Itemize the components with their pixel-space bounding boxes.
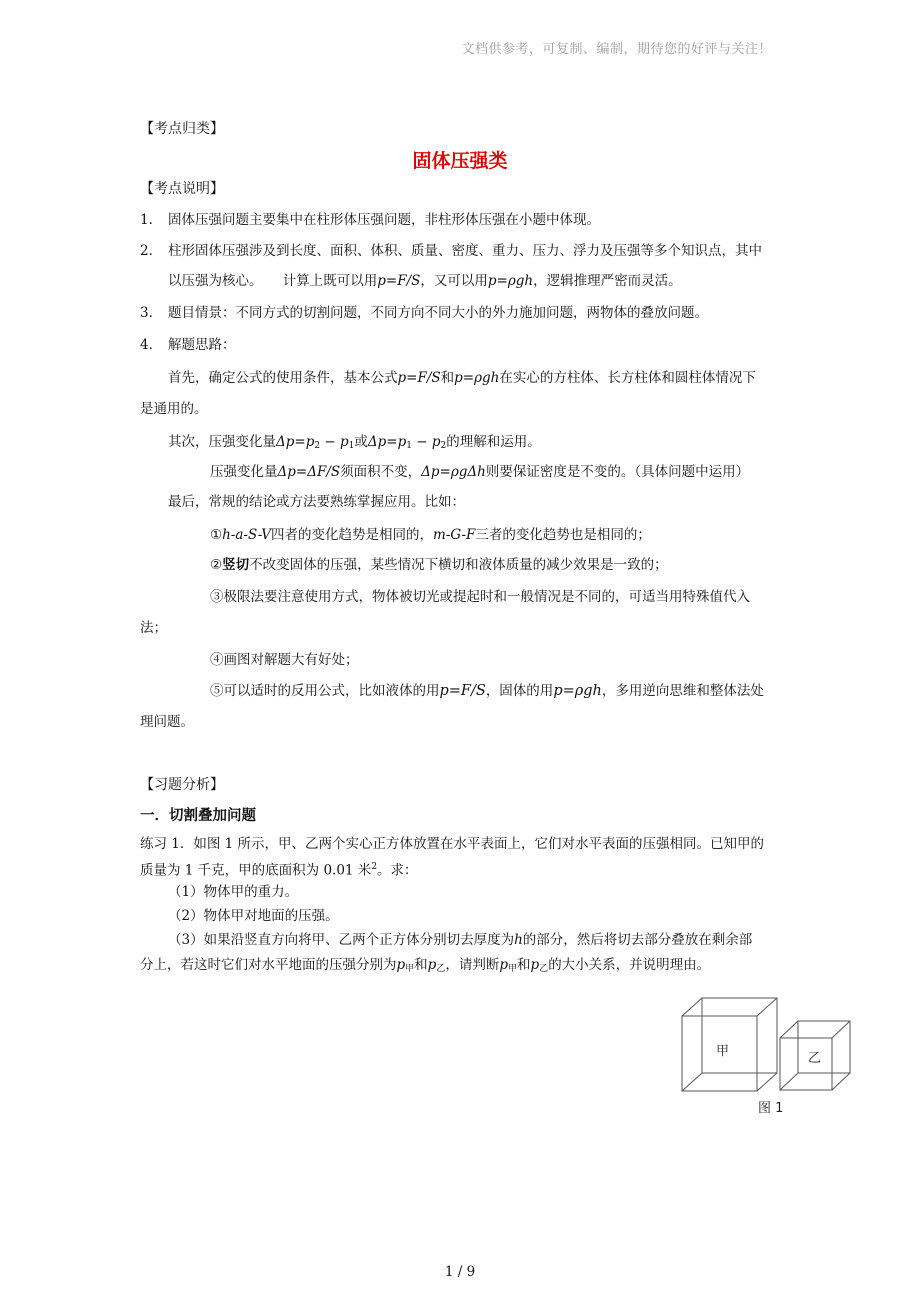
section-heading-kaodian: 【考点归类】 xyxy=(140,121,224,137)
approach-last: 最后，常规的结论或方法要熟练掌握应用。比如： xyxy=(168,494,465,510)
list-item: 4． 解题思路： xyxy=(140,337,236,353)
list-item: 3． 题目情景：不同方式的切割问题，不同方向不同大小的外力施加问题，两物体的叠放问题。 xyxy=(140,305,708,321)
conclusion-5: ⑤可以适时的反用公式，比如液体的用p=F/S，固体的用p=ρgh，多用逆向思维和整体法处 xyxy=(210,683,764,699)
exercise-question-2: （2）物体甲对地面的压强。 xyxy=(168,908,339,924)
conclusion-3: ③极限法要注意使用方式，物体被切光或提起时和一般情况是不同的，可适当用特殊值代入 xyxy=(210,589,750,605)
cube-label-jia: 甲 xyxy=(716,1044,730,1059)
section-heading-xiti: 【习题分析】 xyxy=(140,777,224,793)
exercise-question-3: （3）如果沿竖直方向将甲、乙两个正方体分别切去厚度为h的部分，然后将切去部分叠放在剩余部 xyxy=(168,932,753,948)
list-item: 1． 固体压强问题主要集中在柱形体压强问题，非柱形体压强在小题中体现。 xyxy=(140,212,600,228)
page-number: 1 / 9 xyxy=(444,1264,476,1280)
cube-jia-back xyxy=(702,998,777,1073)
cube-label-yi: 乙 xyxy=(808,1051,822,1066)
conclusion-1: ①h-a-S-V四者的变化趋势是相同的，m-G-F三者的变化趋势也是相同的； xyxy=(210,527,651,543)
approach-third: 压强变化量Δp=ΔF/S须面积不变，Δp=ρgΔh则要保证密度是不变的。（具体问题中运用） xyxy=(210,464,750,480)
exercise-line: 练习 1．如图 1 所示，甲、乙两个实心正方体放置在水平表面上，它们对水平表面的压强相同。已知甲的 xyxy=(140,836,765,852)
section-heading-shuoming: 【考点说明】 xyxy=(140,181,224,197)
approach-second: 其次，压强变化量$\Delta p=p_2 - p_1$或$\Delta p=p_1 - p_2$的理解和运用。 xyxy=(168,434,541,451)
list-item-continuation: 以压强为核心。 计算上既可以用p=F/S，又可以用p=ρgh，逻辑推理严密而灵活。 xyxy=(168,273,682,289)
conclusion-2: ②竖切不改变固体的压强，某些情况下横切和液体质量的减少效果是一致的； xyxy=(210,557,668,573)
exercise-question-1: （1）物体甲的重力。 xyxy=(168,884,299,900)
page-title: 固体压强类 xyxy=(412,150,508,172)
exercise-question-3-cont: 分上，若这时它们对水平地面的压强分别为$p_甲$和$p_乙$，请判断$p_甲$和$p_乙$的大小关系，并说明理由。 xyxy=(140,957,711,974)
approach-first-cont: 是通用的。 xyxy=(140,401,208,417)
figure-caption: 图 1 xyxy=(758,1101,784,1116)
header-note: 文档供参考，可复制、编制，期待您的好评与关注！ xyxy=(461,42,772,57)
figure-1-cubes xyxy=(676,992,860,1122)
conclusion-5-cont: 理问题。 xyxy=(140,714,194,730)
subsection-title: 一．切割叠加问题 xyxy=(140,808,256,824)
exercise-line: 质量为 1 千克，甲的底面积为 0.01 米$^2$。求： xyxy=(140,862,418,879)
conclusion-3-cont: 法； xyxy=(140,620,167,636)
conclusion-4: ④画图对解题大有好处； xyxy=(210,652,359,668)
approach-first: 首先，确定公式的使用条件，基本公式p=F/S和p=ρgh在实心的方柱体、长方柱体和圆柱体情况下 xyxy=(168,370,756,386)
list-item: 2． 柱形固体压强涉及到长度、面积、体积、质量、密度、重力、压力、浮力及压强等多个知识点，其中 xyxy=(140,243,762,259)
